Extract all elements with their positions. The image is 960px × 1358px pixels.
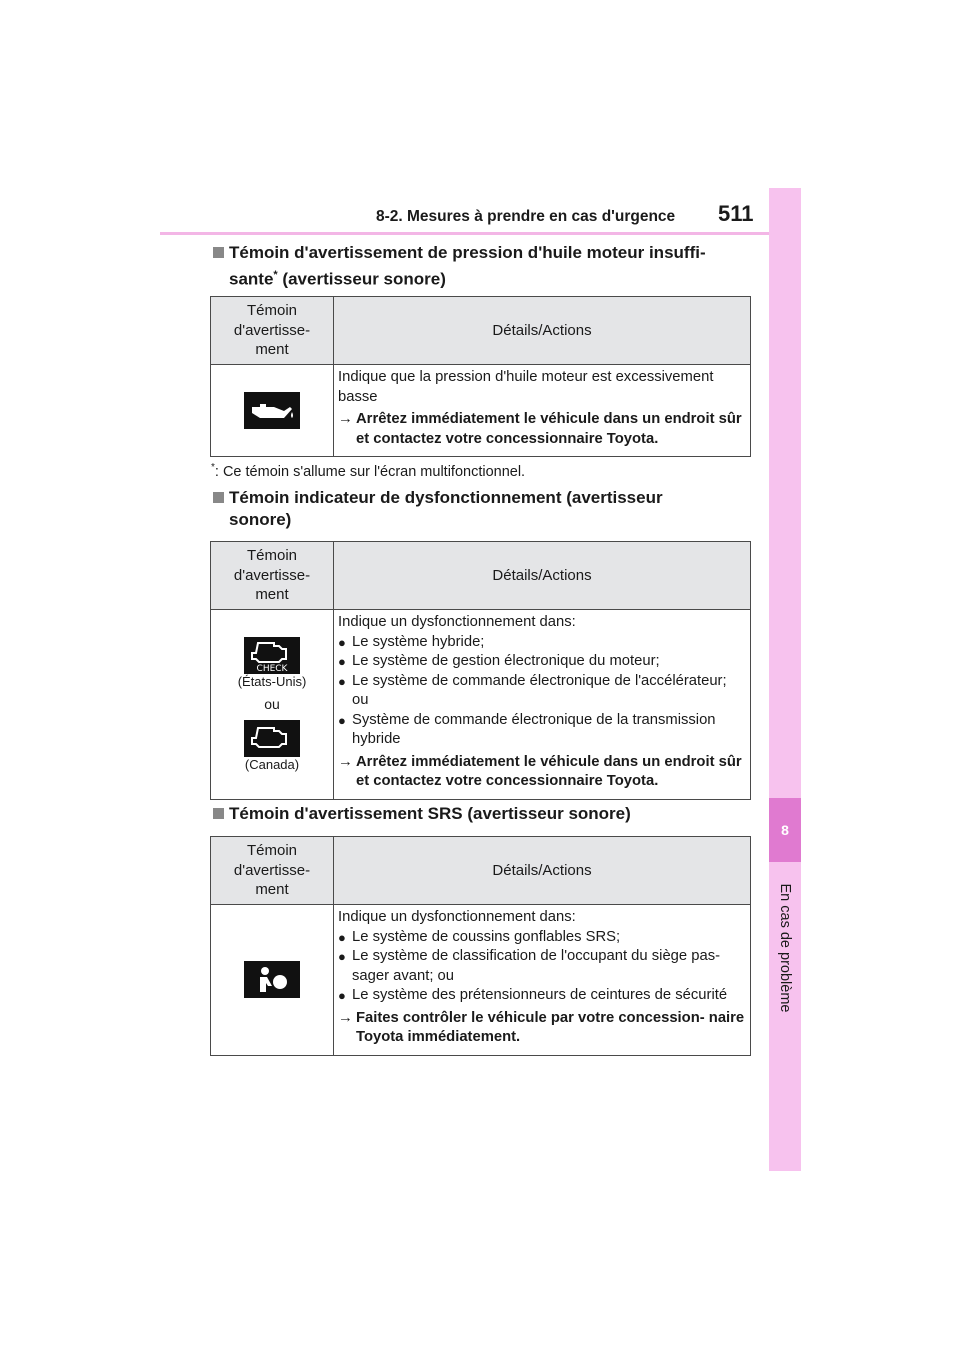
list-item: ● Le système de commande électronique de l'accélérateur; ou <box>338 672 746 711</box>
section-title-malfunction: Témoin indicateur de dysfonctionnement (avertisseur sonore) <box>213 487 753 531</box>
list-item: ● Le système de gestion électronique du moteur; <box>338 652 746 672</box>
section-square-icon <box>213 808 224 819</box>
section-title-srs: Témoin d'avertissement SRS (avertisseur sonore) <box>213 803 753 825</box>
chapter-number: 8 <box>769 798 801 862</box>
bullet-icon: ● <box>338 988 346 1003</box>
page-number: 511 <box>718 201 754 226</box>
oil-pressure-action: Arrêtez immédiatement le véhicule dans un endroit sûr et contactez votre concessionnaire Toyota. <box>356 411 742 447</box>
arrow-icon: → <box>338 1009 353 1026</box>
airbag-icon <box>244 961 300 998</box>
column-header-details: Détails/Actions <box>334 297 751 365</box>
srs-table <box>210 836 751 1056</box>
srs-action: Faites contrôler le véhicule par votre concession- naire Toyota immédiatement. <box>356 1009 745 1045</box>
malfunction-table <box>210 541 751 800</box>
arrow-icon: → <box>338 753 353 770</box>
column-header-warning-light: Témoin d'avertisse- ment <box>211 542 334 610</box>
section-square-icon <box>213 247 224 258</box>
section-header: 8-2. Mesures à prendre en cas d'urgence <box>376 208 676 225</box>
list-item: ● Le système de classification de l'occupant du siège pas- sager avant; ou <box>338 947 746 986</box>
column-header-warning-light: Témoin d'avertisse- ment <box>211 297 334 365</box>
chapter-tab <box>769 188 801 1171</box>
arrow-icon: → <box>338 411 353 427</box>
check-engine-icon <box>244 637 300 674</box>
caption-usa: (États-Unis) <box>237 673 307 689</box>
chapter-label: En cas de problème <box>777 883 793 1013</box>
bullet-icon: ● <box>338 929 346 945</box>
bullet-icon: ● <box>338 673 346 689</box>
bullet-icon: ● <box>338 712 346 728</box>
section-square-icon <box>213 492 224 503</box>
column-header-details: Détails/Actions <box>334 837 751 905</box>
oil-pressure-description: Indique que la pression d'huile moteur est excessivement basse <box>338 369 714 405</box>
list-item: ● Le système de coussins gonflables SRS; <box>338 928 746 948</box>
column-header-warning-light: Témoin d'avertisse- ment <box>211 837 334 905</box>
section-title-oil-pressure: Témoin d'avertissement de pression d'huile moteur insuffi- sante* (avertisseur sonore) <box>213 242 753 291</box>
list-item: ● Le système des prétensionneurs de ceintures de sécurité <box>338 986 746 1006</box>
oil-pressure-icon <box>244 392 300 429</box>
list-item: ● Le système hybride; <box>338 633 746 653</box>
or-label: ou <box>264 695 280 712</box>
column-header-details: Détails/Actions <box>334 542 751 610</box>
bullet-icon: ● <box>338 634 346 650</box>
footnote: *: Ce témoin s'allume sur l'écran multifonctionnel. <box>211 462 526 480</box>
list-item: ● Système de commande électronique de la transmission hybride <box>338 711 746 750</box>
engine-icon <box>244 720 300 757</box>
malfunction-action: Arrêtez immédiatement le véhicule dans un endroit sûr et contactez votre concessionnaire Toyota. <box>356 753 742 789</box>
malfunction-intro: Indique un dysfonctionnement dans: <box>338 614 576 630</box>
caption-canada: (Canada) <box>244 756 300 772</box>
oil-pressure-table <box>210 296 751 457</box>
bullet-icon: ● <box>338 654 346 669</box>
bullet-icon: ● <box>338 949 346 964</box>
svg-text:CHECK: CHECK <box>256 663 288 674</box>
srs-intro: Indique un dysfonctionnement dans: <box>338 909 576 925</box>
header-rule <box>160 232 770 235</box>
